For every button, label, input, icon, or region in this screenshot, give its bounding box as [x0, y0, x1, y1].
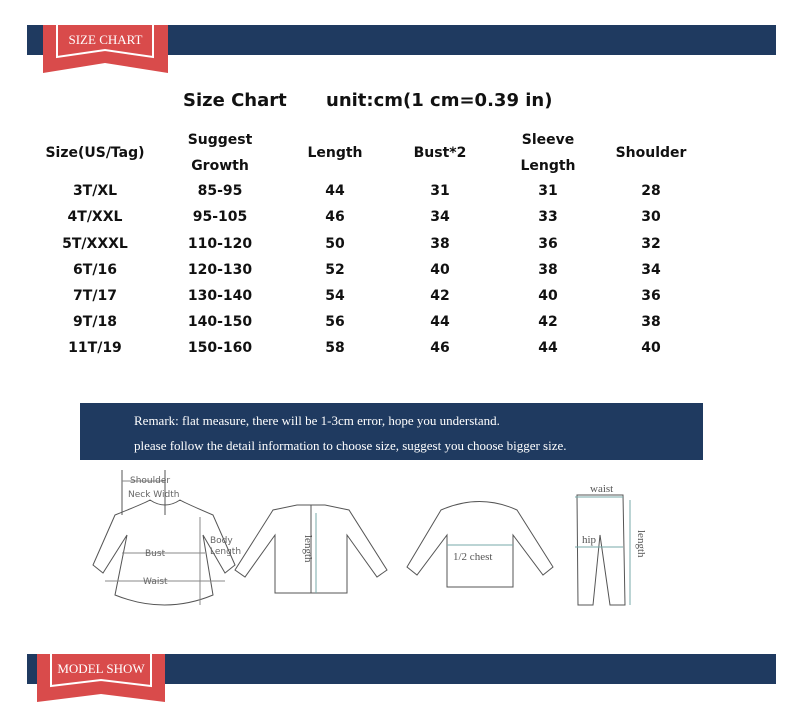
table-cell: 34	[430, 209, 450, 225]
table-cell: 120-130	[187, 262, 253, 278]
table-cell: 44	[325, 183, 345, 199]
table-cell: 50	[325, 236, 345, 252]
chart-unit: unit:cm(1 cm=0.39 in)	[326, 90, 553, 111]
table-cell: 110-120	[187, 236, 253, 252]
table-cell: 4T/XXL	[67, 209, 123, 225]
svg-text:length: length	[635, 530, 647, 558]
column-header	[380, 140, 500, 166]
svg-text:length: length	[302, 535, 314, 563]
table-cell: 34	[641, 262, 661, 278]
table-cell: 36	[641, 288, 661, 304]
table-cell: 150-160	[187, 340, 253, 356]
table-cell: 31	[430, 183, 450, 199]
table-cell: 40	[430, 262, 450, 278]
svg-text:Neck Width: Neck Width	[128, 490, 180, 500]
ribbon-label: MODEL SHOW	[57, 661, 145, 676]
column-header-line: Size(US/Tag)	[45, 145, 145, 161]
table-cell: 33	[538, 209, 558, 225]
table-cell: 46	[325, 209, 345, 225]
column-header-line: Suggest	[187, 132, 253, 148]
table-cell: 52	[325, 262, 345, 278]
table-cell: 38	[430, 236, 450, 252]
table-cell: 56	[325, 314, 345, 330]
svg-text:Waist: Waist	[143, 577, 168, 587]
table-cell: 5T/XXXL	[62, 236, 128, 252]
table-cell: 44	[538, 340, 558, 356]
table-cell: 9T/18	[73, 314, 117, 330]
table-cell: 140-150	[187, 314, 253, 330]
size-chart-ribbon	[43, 25, 168, 73]
column-header-line: Sleeve	[521, 132, 575, 148]
measurement-diagram	[85, 465, 715, 615]
table-cell: 42	[430, 288, 450, 304]
svg-text:Body: Body	[210, 536, 233, 546]
column-header-line: Length	[307, 145, 363, 161]
table-cell: 58	[325, 340, 345, 356]
table-cell: 6T/16	[73, 262, 117, 278]
table-cell: 32	[641, 236, 661, 252]
table-cell: 40	[538, 288, 558, 304]
table-cell: 130-140	[187, 288, 253, 304]
table-cell: 11T/19	[68, 340, 122, 356]
table-cell: 38	[538, 262, 558, 278]
table-cell: 28	[641, 183, 661, 199]
column-header	[160, 127, 280, 179]
svg-text:1/2 chest: 1/2 chest	[453, 551, 493, 563]
remark-line-1: Remark: flat measure, there will be 1-3cm error, hope you understand.	[134, 413, 500, 428]
table-cell: 85-95	[197, 183, 243, 199]
remark-box	[80, 403, 703, 460]
table-cell: 42	[538, 314, 558, 330]
column-header	[35, 140, 155, 166]
svg-text:waist: waist	[590, 483, 614, 495]
column-header	[275, 140, 395, 166]
svg-text:Bust: Bust	[145, 549, 166, 559]
svg-text:hip: hip	[582, 534, 597, 546]
shirt-illustration	[235, 505, 387, 593]
pants-illustration	[575, 483, 647, 605]
model-show-ribbon	[37, 654, 162, 702]
table-cell: 38	[641, 314, 661, 330]
table-cell: 95-105	[192, 209, 248, 225]
svg-text:Length: Length	[210, 547, 242, 557]
table-cell: 7T/17	[73, 288, 117, 304]
column-header-line: Shoulder	[615, 145, 687, 161]
column-header-line: Growth	[191, 158, 249, 174]
sweater-illustration	[407, 502, 553, 588]
table-cell: 3T/XL	[72, 183, 118, 199]
table-cell: 36	[538, 236, 558, 252]
svg-text:Shoulder: Shoulder	[130, 476, 171, 486]
column-header	[591, 140, 711, 166]
remark-line-2: please follow the detail information to choose size, suggest you choose bigger size.	[134, 438, 567, 453]
column-header	[488, 127, 608, 179]
dress-illustration	[93, 470, 241, 605]
table-cell: 30	[641, 209, 661, 225]
ribbon-label: SIZE CHART	[68, 32, 143, 47]
table-cell: 44	[430, 314, 450, 330]
table-cell: 40	[641, 340, 661, 356]
table-cell: 31	[538, 183, 558, 199]
column-header-line: Bust*2	[413, 145, 467, 161]
table-cell: 46	[430, 340, 450, 356]
column-header-line: Length	[520, 158, 576, 174]
chart-title: Size Chart	[183, 90, 287, 111]
table-cell: 54	[325, 288, 345, 304]
